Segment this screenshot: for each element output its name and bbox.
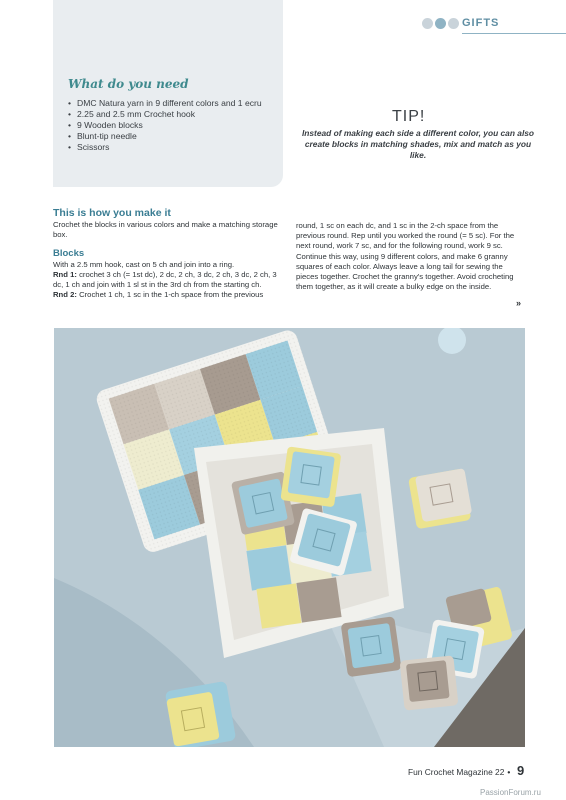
instructions-left-column	[53, 208, 285, 301]
indicator-dot	[435, 18, 446, 29]
header-rule	[462, 33, 566, 34]
round-label: Rnd 1:	[53, 270, 77, 280]
continued-arrow-icon: »	[516, 298, 522, 308]
instructions-right-column	[296, 221, 526, 292]
round-text: crochet 3 ch (= 1st dc), 2 dc, 2 ch, 3 dc, 2 ch, 3 dc, 2 ch, 3 dc, 1 ch and join with 1 sl st in the 3rd ch from the starting ch.	[53, 270, 277, 290]
materials-item: • 2.25 and 2.5 mm Crochet hook	[68, 109, 273, 120]
round-2-paragraph	[53, 290, 285, 300]
tip-text: Instead of making each side a different color, you can also create blocks in matching shades, mix and match as you like.	[301, 128, 535, 160]
section-header	[418, 15, 566, 35]
page-number: 9	[517, 763, 525, 778]
materials-title: What do you need	[68, 77, 189, 91]
materials-box	[53, 0, 283, 187]
indicator-dot	[448, 18, 459, 29]
footer-bullet: •	[507, 767, 511, 777]
round-1-paragraph	[53, 270, 285, 290]
instructions-heading: This is how you make it	[53, 207, 171, 219]
page-footer	[408, 767, 513, 777]
materials-list	[68, 98, 273, 153]
continued-paragraph: round, 1 sc on each dc, and 1 sc in the 2-ch space from the previous round. Rep until you worked the round (= 5 sc). For the next round, work 7 sc, and for the following round, work 9 sc. Continue this way, using 9 different colors, and make 6 granny squares of each color. Always leave a long tail for sewing the pieces together. Crochet the granny's together. Avoid crocheting them together, as it will create a bulky edge on the inside.	[296, 221, 515, 292]
materials-item: • Scissors	[68, 142, 273, 153]
materials-item: • 9 Wooden blocks	[68, 120, 273, 131]
watermark: PassionForum.ru	[480, 788, 541, 797]
materials-item: • Blunt-tip needle	[68, 131, 273, 142]
crochet-blocks-photo	[54, 328, 525, 747]
magazine-name: Fun Crochet Magazine 22	[408, 767, 505, 777]
tip-title: TIP!	[392, 108, 426, 125]
indicator-dot	[422, 18, 433, 29]
page-indicator-dots	[422, 18, 459, 29]
intro-paragraph: Crochet the blocks in various colors and make a matching storage box.	[53, 220, 278, 240]
cast-on-paragraph: With a 2.5 mm hook, cast on 5 ch and join into a ring.	[53, 259, 235, 269]
round-text: Crochet 1 ch, 1 sc in the 1-ch space from the previous	[79, 290, 264, 300]
materials-item: • DMC Natura yarn in 9 different colors and 1 ecru	[68, 98, 273, 109]
round-label: Rnd 2:	[53, 290, 77, 300]
blocks-heading: Blocks	[53, 247, 85, 259]
section-label: GIFTS	[462, 17, 500, 29]
